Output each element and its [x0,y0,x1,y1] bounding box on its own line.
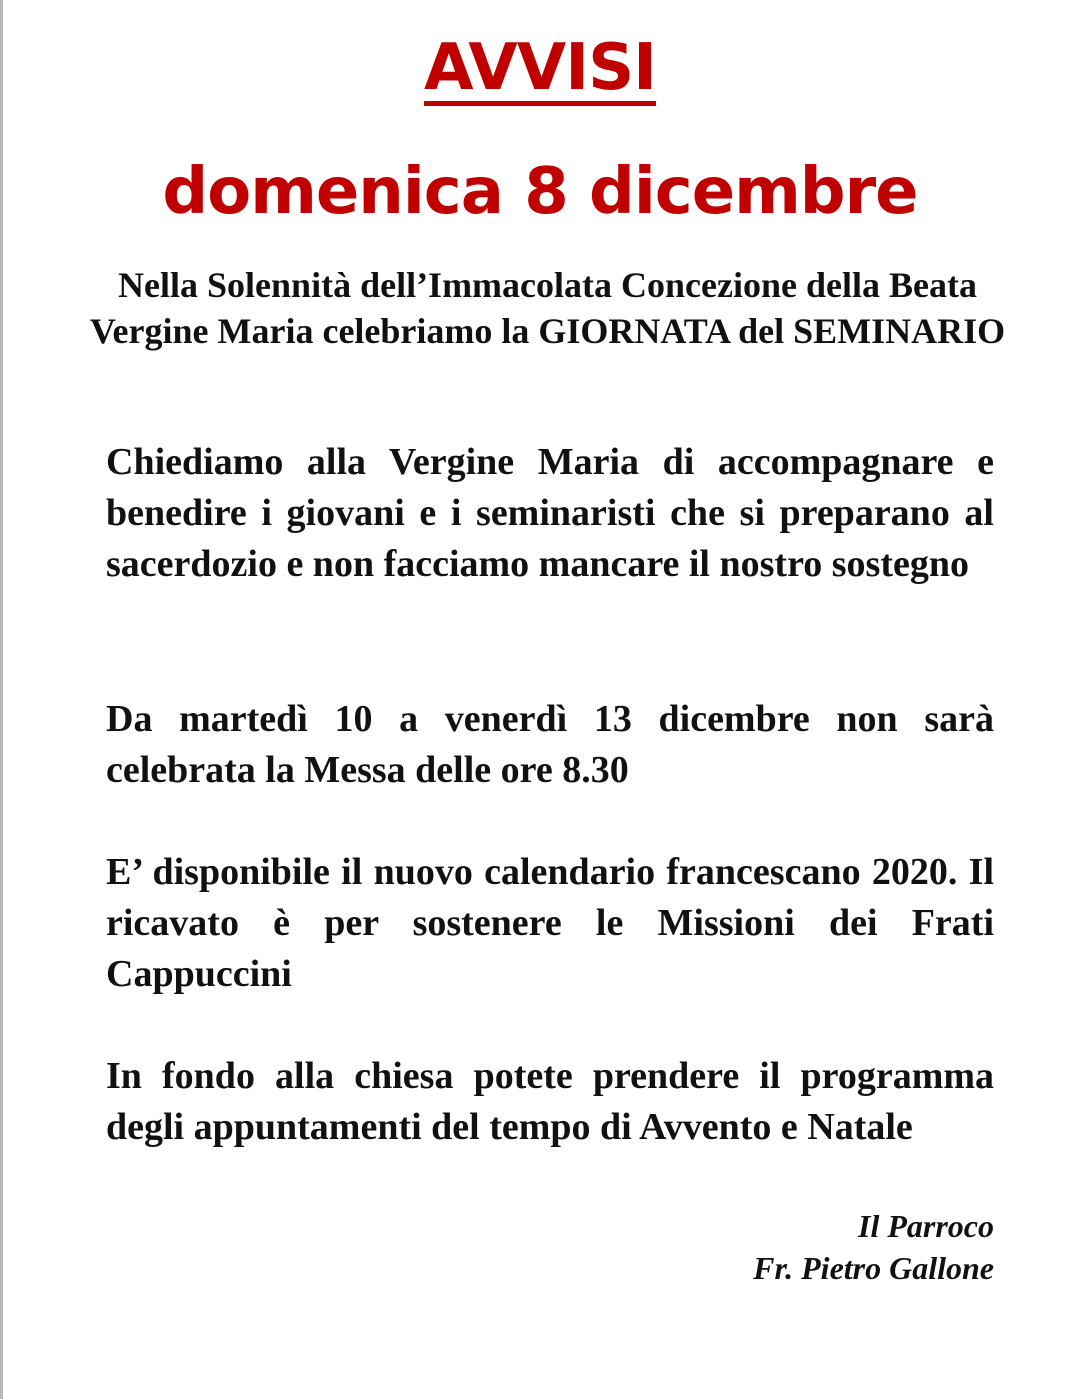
intro-text: Nella Solennità dell’Immacolata Concezione della Beata Vergine Maria celebriamo la GIORNATA del SEMINARIO [89,265,1006,351]
notice-title [0,31,1080,105]
date-heading: domenica 8 dicembre [162,155,918,229]
notice-title-text: AVVISI [424,31,656,105]
announcement-advent-program: In fondo alla chiesa potete prendere il programma degli appuntamenti del tempo di Avvento e Natale [106,1055,994,1148]
signature-role: Il Parroco [858,1208,994,1244]
announcement-mass-cancelled: Da martedì 10 a venerdì 13 dicembre non sarà celebrata la Messa delle ore 8.30 [106,698,994,791]
signature-block [753,1205,994,1289]
announcement-calendar: E’ disponibile il nuovo calendario francescano 2020. Il ricavato è per sostenere le Missioni dei Frati Cappuccini [106,851,994,995]
announcement-seminary-prayer: Chiediamo alla Vergine Maria di accompagnare e benedire i giovani e i seminaristi che si preparano al sacerdozio e non facciamo mancare il nostro sostegno [106,441,994,585]
signature-name: Fr. Pietro Gallone [753,1250,994,1286]
